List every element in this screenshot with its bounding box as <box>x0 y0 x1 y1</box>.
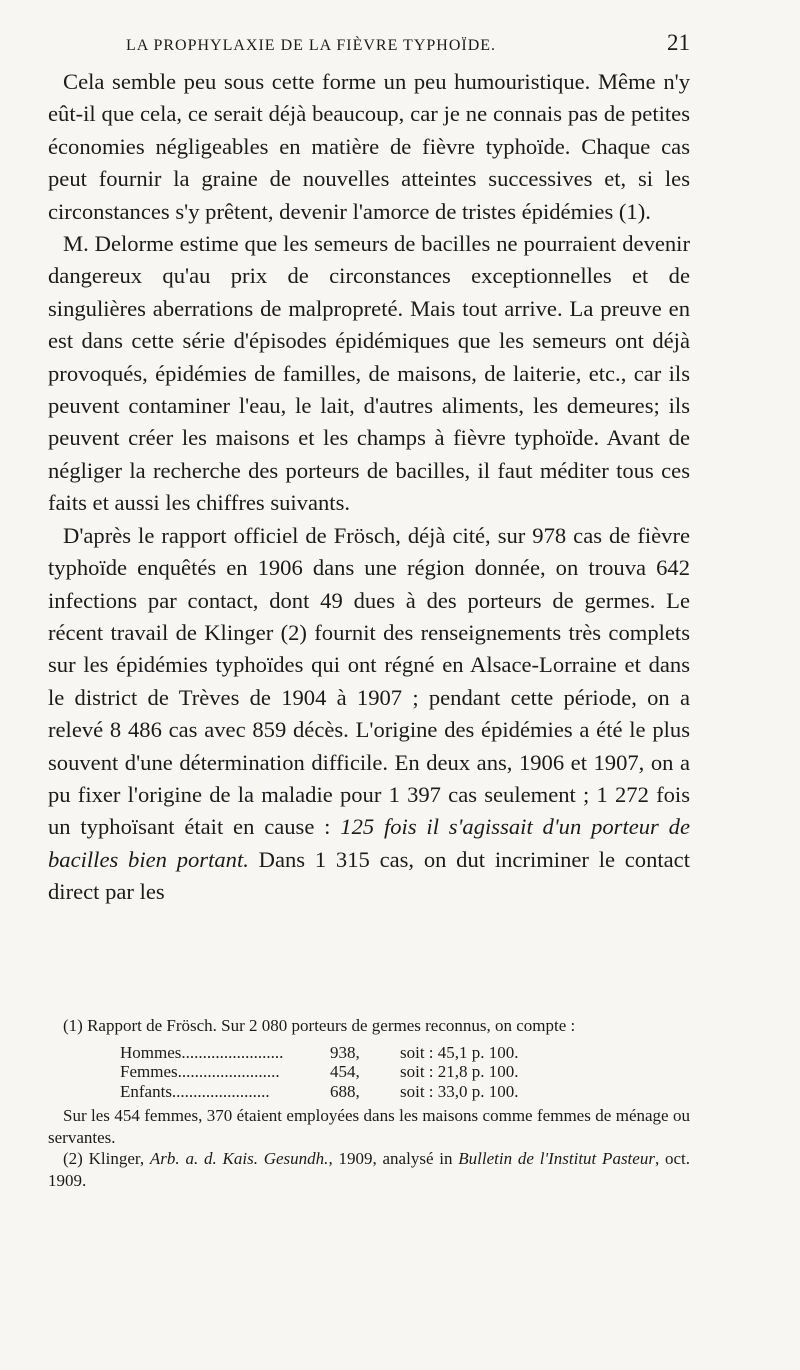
footnote-2-bulletin: Bulletin de l'Institut Pasteur <box>458 1149 655 1168</box>
stat-row <box>120 1062 640 1082</box>
stat-label: Enfants....................... <box>120 1081 270 1101</box>
running-title: LA PROPHYLAXIE DE LA FIÈVRE TYPHOÏDE. <box>126 37 497 54</box>
stat-label: Femmes........................ <box>120 1062 280 1081</box>
footnote-2 <box>48 1148 690 1191</box>
paragraph-3-text: D'après le rapport officiel de Frösch, déjà cité, sur 978 cas de fièvre typhoïde enquêtés en 1906 dans une région donnée, on trouva 642 infections par contact, dont 49 dues à des porteurs de germes. Le récent travail de Klinger (2) fournit des renseignements très complets sur les épidémies typhoïdes qui ont régné en Alsace-Lorraine et dans le district de Trèves de 1904 à 1907 ; pendant cette période, on a relevé 8 486 cas avec 859 décès. L'origine des épidémies a été le plus souvent d'une détermination difficile. En deux ans, 1906 et 1907, on a pu fixer l'origine de la maladie pour 1 397 cas seulement ; 1 272 fois un typhoïsant était en cause : <box>48 522 690 840</box>
paragraph-3-italic: 125 fois il s'agissait d'un porteur de bacilles bien portant. <box>48 814 690 872</box>
footnotes <box>48 1015 690 1191</box>
running-head <box>48 30 690 56</box>
stat-label: Hommes........................ <box>120 1042 284 1062</box>
footnote-2-mid: , 1909, analysé in <box>328 1149 453 1168</box>
stat-row <box>120 1043 640 1063</box>
body-text <box>48 66 690 909</box>
stat-count: 938, <box>330 1042 360 1062</box>
page-number: 21 <box>667 30 690 55</box>
footnote-1-intro: (1) Rapport de Frösch. Sur 2 080 porteurs de germes reconnus, on compte : <box>63 1016 576 1035</box>
footnote-2-end: , oct. 1909. <box>48 1149 691 1190</box>
footnote-2-prefix: (2) Klinger, <box>63 1149 145 1168</box>
paragraph-3 <box>48 520 690 909</box>
stat-ratio: soit : 45,1 p. 100. <box>400 1042 519 1062</box>
stat-count: 454, <box>330 1062 360 1081</box>
stat-row <box>120 1082 640 1102</box>
stat-ratio: soit : 33,0 p. 100. <box>400 1081 519 1101</box>
stat-ratio: soit : 21,8 p. 100. <box>400 1062 519 1081</box>
footnote-2-journal: Arb. a. d. Kais. Gesundh. <box>149 1149 329 1168</box>
paragraph-2: M. Delorme estime que les semeurs de bacilles ne pourraient devenir dangereux qu'au prix de circonstances exceptionnelles et de singulières aberrations de malpropreté. Mais tout arrive. La preuve en est dans cette série d'épisodes épidémiques que les semeurs ont déjà provoqués, épidémies de familles, de maisons, de laiterie, etc., car ils peuvent contaminer l'eau, le lait, d'autres aliments, les demeures; ils peuvent créer les maisons et les champs à fièvre typhoïde. Avant de négliger la recherche des porteurs de bacilles, il faut méditer tous ces faits et aussi les chiffres suivants. <box>48 231 690 516</box>
stat-count: 688, <box>330 1081 360 1101</box>
footnote-1-tail: Sur les 454 femmes, 370 étaient employées dans les maisons comme femmes de ménage ou servantes. <box>48 1106 690 1147</box>
paragraph-1: Cela semble peu sous cette forme un peu humouristique. Même n'y eût-il que cela, ce serait déjà beaucoup, car je ne connais pas de petites économies négligeables en matière de fièvre typhoïde. Chaque cas peut fournir la graine de nouvelles atteintes successives et, si les circonstances s'y prêtent, devenir l'amorce de tristes épidémies (1). <box>48 69 690 224</box>
footnote-1-stats <box>120 1043 640 1102</box>
paragraph-3-end: Dans 1 315 cas, on dut incriminer le contact direct par les <box>48 846 690 905</box>
